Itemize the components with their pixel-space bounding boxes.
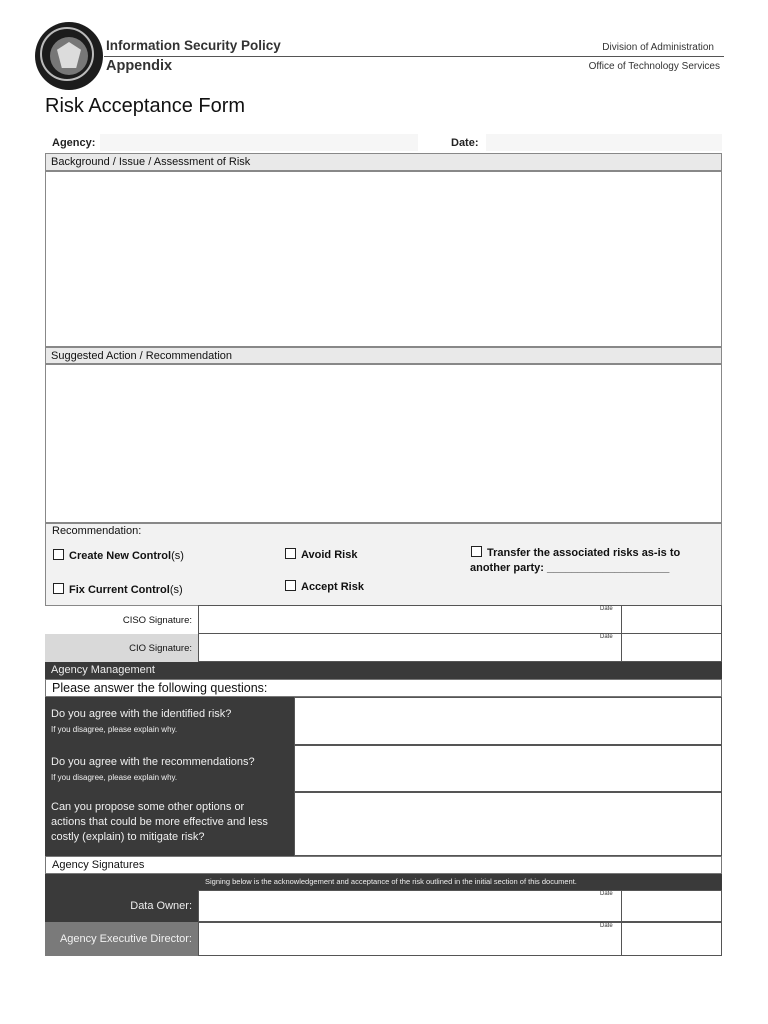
executive-director-signature-field[interactable] [198,922,622,956]
executive-director-date-label: Date [600,923,613,929]
background-section-header: Background / Issue / Assessment of Risk [45,153,722,171]
checkbox-icon[interactable] [53,583,64,594]
ciso-date-field[interactable] [621,605,722,634]
accept-risk-option[interactable]: Accept Risk [285,580,364,593]
checkbox-icon[interactable] [53,549,64,560]
office-name: Office of Technology Services [588,61,720,72]
recommendation-label: Recommendation: [52,525,142,537]
agency-signatures-header: Agency Signatures [45,856,722,874]
cio-date-field[interactable] [621,633,722,662]
ciso-date-label: Date [600,606,613,612]
agency-management-header: Agency Management [45,662,722,679]
transfer-risk-party-line: another party: ____________________ [470,562,670,574]
ciso-signature-field[interactable] [198,605,622,634]
ciso-signature-label: CISO Signature: [45,606,198,634]
data-owner-label: Data Owner: [45,890,198,922]
form-title: Risk Acceptance Form [45,95,246,117]
policy-title: Information Security Policy [106,38,281,53]
agency-field[interactable] [100,134,418,151]
transfer-risk-option[interactable]: Transfer the associated risks as-is to [471,546,680,559]
background-textarea[interactable] [45,171,722,347]
appendix-label: Appendix [106,58,173,74]
data-owner-date-field[interactable] [621,890,722,922]
data-owner-signature-field[interactable] [198,890,622,922]
question-2: Do you agree with the recommendations? If you disagree, please explain why. [45,745,294,792]
executive-director-date-field[interactable] [621,922,722,956]
data-owner-date-label: Date [600,891,613,897]
question-1: Do you agree with the identified risk? If you disagree, please explain why. [45,697,294,745]
division-name: Division of Administration [602,42,714,53]
answer-1-field[interactable] [294,697,722,745]
acknowledgement-text: Signing below is the acknowledgement and acceptance of the risk outlined in the initial section of this document. [205,877,577,886]
executive-director-label: Agency Executive Director: [45,922,198,956]
header-divider [104,56,724,57]
date-field[interactable] [486,134,722,151]
cio-date-label: Date [600,634,613,640]
cio-signature-field[interactable] [198,633,622,662]
checkbox-icon[interactable] [285,548,296,559]
state-seal-logo [35,22,103,90]
cio-signature-label: CIO Signature: [45,634,198,662]
fix-current-control-option[interactable]: Fix Current Control(s) [53,583,183,596]
answer-2-field[interactable] [294,745,722,792]
date-label: Date: [451,137,479,149]
create-new-control-option[interactable]: Create New Control(s) [53,549,184,562]
agency-label: Agency: [52,137,96,149]
avoid-risk-option[interactable]: Avoid Risk [285,548,357,561]
answer-3-field[interactable] [294,792,722,856]
question-3: Can you propose some other options or actions that could be more effective and less costly (explain) to mitigate risk? [45,792,294,856]
suggested-section-header: Suggested Action / Recommendation [45,347,722,364]
checkbox-icon[interactable] [285,580,296,591]
checkbox-icon[interactable] [471,546,482,557]
questions-instruction: Please answer the following questions: [45,679,722,697]
suggested-textarea[interactable] [45,364,722,523]
